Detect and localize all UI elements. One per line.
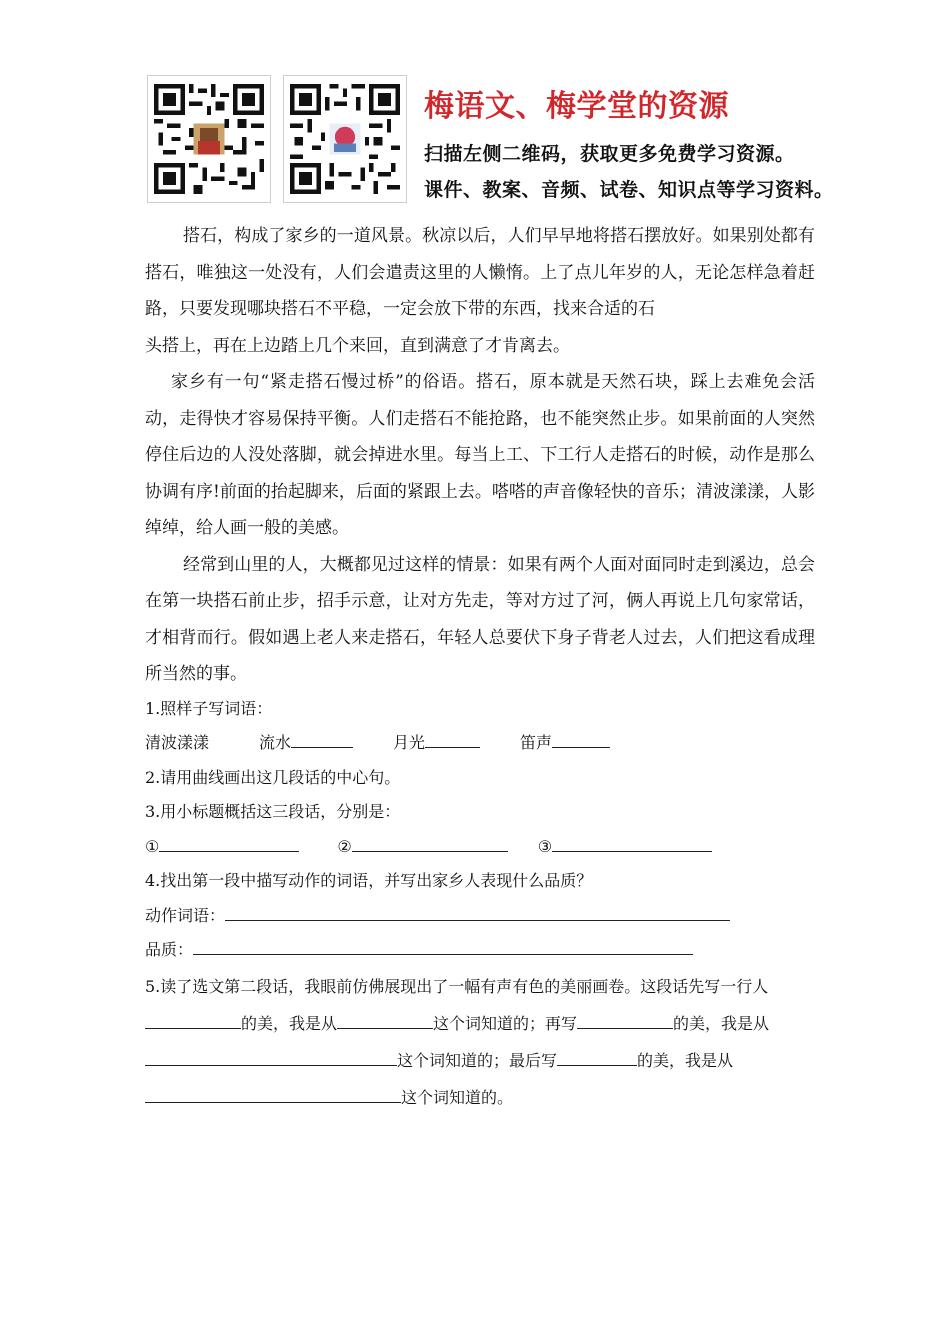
subtitle-1-blank[interactable] <box>159 837 299 852</box>
brand-line-materials: 课件、教案、音频、试卷、知识点等学习资料。 <box>424 179 834 201</box>
question-1: 1.照样子写词语： <box>145 698 273 718</box>
passage-paragraph-3: 经常到山里的人，大概都见过这样的情景：如果有两个人面对面同时走到溪边，总会在第一块搭石前止步，招手示意，让对方先走，等对方过了河，俩人再说上几句家常话，才相背而行。假如遇上老人来走搭石，年轻人总要伏下身子背老人过去，人们把这看成理所当然的事。 <box>145 554 815 684</box>
word-3-blank[interactable] <box>552 733 610 748</box>
brand-title: 梅语文、梅学堂的资源 <box>424 89 729 124</box>
word-2-label: 月光 <box>393 733 426 752</box>
qr-code-right[interactable] <box>283 75 407 203</box>
marker-2: ② <box>337 836 352 856</box>
example-word: 清波漾漾 <box>145 733 210 752</box>
question-3-blanks <box>145 830 815 865</box>
question-3: 3.用小标题概括这三段话，分别是： <box>145 802 401 821</box>
passage-paragraph-1: 搭石，构成了家乡的一道风景。秋凉以后，人们早早地将搭石摆放好。如果别处都有搭石，唯独这一处没有，人们会遣责这里的人懒惰。上了点儿年岁的人，无论怎样急着赶路，只要发现哪块搭石不平稳，一定会放下带的东西，找来合适的石 <box>145 226 815 319</box>
word-3-label: 笛声 <box>520 733 553 752</box>
word-1-label: 流水 <box>259 733 292 752</box>
q5-blank-4[interactable] <box>145 1051 397 1066</box>
q5-text-b: 的美，我是从 <box>241 1013 338 1033</box>
quality-blank[interactable] <box>193 940 693 955</box>
q5-blank-2[interactable] <box>337 1014 433 1029</box>
qr-code-icon <box>290 84 400 194</box>
q5-blank-5[interactable] <box>557 1051 637 1066</box>
question-4-quality <box>145 933 815 968</box>
word-1-blank[interactable] <box>291 733 353 748</box>
q5-text-c: 这个词知道的；再写 <box>433 1013 578 1033</box>
subtitle-2-blank[interactable] <box>352 837 508 852</box>
q5-text-f: 的美，我是从 <box>637 1050 734 1070</box>
qr-code-left[interactable] <box>147 75 271 203</box>
marker-3: ③ <box>537 836 553 856</box>
subtitle-3-blank[interactable] <box>552 837 712 852</box>
q5-text-a: 5.读了选文第二段话，我眼前仿佛展现出了一幅有声有色的美丽画卷。这段话先写一行人 <box>145 976 769 996</box>
question-4: 4.找出第一段中描写动作的词语，并写出家乡人表现什么品质？ <box>145 871 593 890</box>
passage-paragraph-2: 家乡有一句“紧走搭石慢过桥”的俗语。搭石，原本就是天然石块，踩上去难免会活动，走得快才容易保持平衡。人们走搭石不能抢路，也不能突然止步。如果前面的人突然停住后边的人没处落脚，就会掉进水里。每当上工、下工行人走搭石的时候，动作是那么协调有序!前面的抬起脚来，后面的紧跟上去。嗒嗒的声音像轻快的音乐；清波漾漾，人影绰绰，给人画一般的美感。 <box>145 372 815 538</box>
question-1-words <box>145 726 815 761</box>
q5-blank-1[interactable] <box>145 1014 241 1029</box>
passage-paragraph-1-continued: 头搭上，再在上边踏上几个来回，直到满意了才肯离去。 <box>145 335 570 356</box>
q5-blank-3[interactable] <box>577 1014 673 1029</box>
worksheet-content <box>145 218 815 1116</box>
q5-text-g: 这个词知道的。 <box>401 1087 514 1107</box>
question-5 <box>145 968 815 1116</box>
marker-1: ① <box>145 836 160 856</box>
brand-line-scan: 扫描左侧二维码，获取更多免费学习资源。 <box>424 143 795 165</box>
qr-code-icon <box>154 84 264 194</box>
action-words-label: 动作词语： <box>145 905 226 925</box>
q5-text-d: 的美，我是从 <box>673 1013 770 1033</box>
word-2-blank[interactable] <box>425 733 480 748</box>
quality-label: 品质： <box>145 940 194 959</box>
q5-blank-6[interactable] <box>145 1088 401 1103</box>
action-words-blank[interactable] <box>225 906 730 921</box>
question-4-action-words <box>145 899 815 934</box>
question-2: 2.请用曲线画出这几段话的中心句。 <box>145 767 401 787</box>
q5-text-e: 这个词知道的；最后写 <box>397 1050 558 1070</box>
resource-header <box>147 75 907 207</box>
